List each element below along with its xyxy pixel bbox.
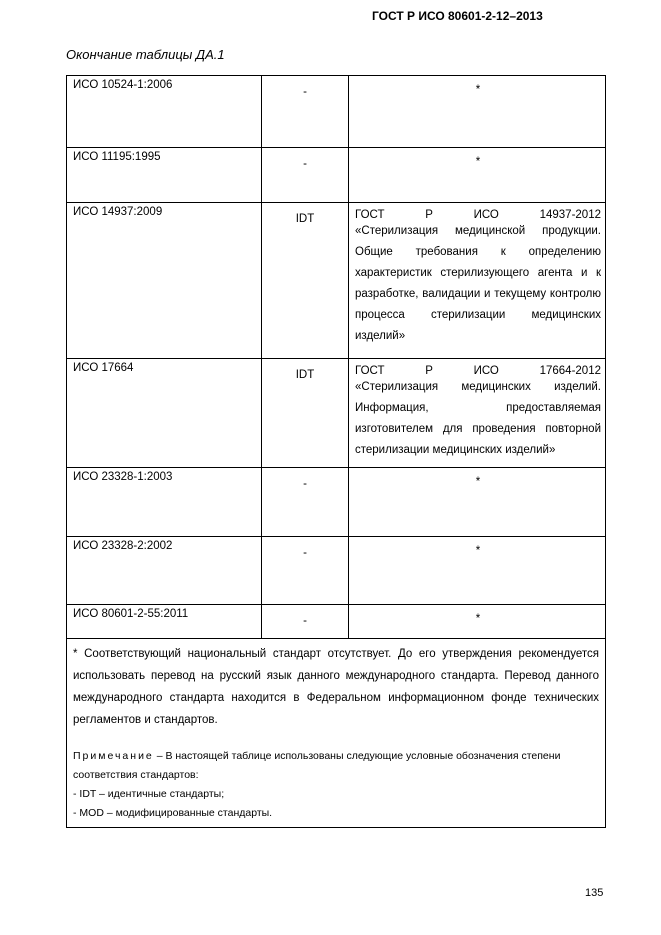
degree-cell: IDT: [262, 359, 349, 468]
national-cell: *: [349, 76, 606, 148]
ref-cell: ИСО 14937:2009: [67, 203, 262, 359]
ref-cell: ИСО 23328-1:2003: [67, 468, 262, 537]
table-row: [67, 359, 606, 468]
table-caption: Окончание таблицы ДА.1: [66, 47, 225, 62]
table-row: [67, 76, 606, 148]
national-standard-name: «Стерилизация медицинских изделий. Информация, предоставляемая изготовителем для проведения повторной стерилизации медицинских изделий»: [355, 381, 601, 456]
note-text: – В настоящей таблице использованы следующие условные обозначения степени соответствия стандартов:: [73, 750, 561, 781]
degree-cell: -: [262, 605, 349, 639]
footnote-text: * Соответствующий национальный стандарт отсутствует. До его утверждения рекомендуется использовать перевод на русский язык данного международного стандарта. Перевод данного международного стандарта находится в Федеральном информационном фонде технических регламентов и стандартов.: [73, 648, 599, 726]
note-label: Примечание: [73, 750, 154, 762]
national-cell: [349, 359, 606, 468]
note-item: - IDT – идентичные стандарты;: [73, 788, 225, 800]
national-cell: *: [349, 148, 606, 203]
table-note: [73, 747, 599, 823]
table-row: [67, 148, 606, 203]
ref-cell: ИСО 17664: [67, 359, 262, 468]
page-number: 135: [585, 887, 604, 899]
ref-cell: ИСО 10524-1:2006: [67, 76, 262, 148]
standards-table: [66, 75, 606, 828]
degree-cell: -: [262, 148, 349, 203]
document-header: ГОСТ Р ИСО 80601-2-12–2013: [372, 9, 543, 23]
degree-cell: -: [262, 76, 349, 148]
national-standard-name: «Стерилизация медицинской продукции. Общие требования к определению характеристик стерилизующего агента и к разработке, валидации и текущему контролю процесса стерилизации медицинских изделий»: [355, 225, 601, 342]
national-cell: *: [349, 468, 606, 537]
degree-cell: -: [262, 468, 349, 537]
ref-cell: ИСО 80601-2-55:2011: [67, 605, 262, 639]
footnote-cell: [67, 639, 606, 828]
table-row: [67, 537, 606, 605]
national-cell: [349, 203, 606, 359]
ref-cell: ИСО 23328-2:2002: [67, 537, 262, 605]
degree-cell: IDT: [262, 203, 349, 359]
degree-cell: -: [262, 537, 349, 605]
national-cell: *: [349, 537, 606, 605]
note-intro: [73, 747, 599, 785]
national-standard-title: ГОСТ Р ИСО 14937-2012: [355, 209, 601, 221]
note-item: - MOD – модифицированные стандарты.: [73, 807, 273, 819]
ref-cell: ИСО 11195:1995: [67, 148, 262, 203]
national-cell: *: [349, 605, 606, 639]
table-row: [67, 203, 606, 359]
national-standard-title: ГОСТ Р ИСО 17664-2012: [355, 365, 601, 377]
table-row: [67, 468, 606, 537]
footnote-row: [67, 639, 606, 828]
table-row: [67, 605, 606, 639]
